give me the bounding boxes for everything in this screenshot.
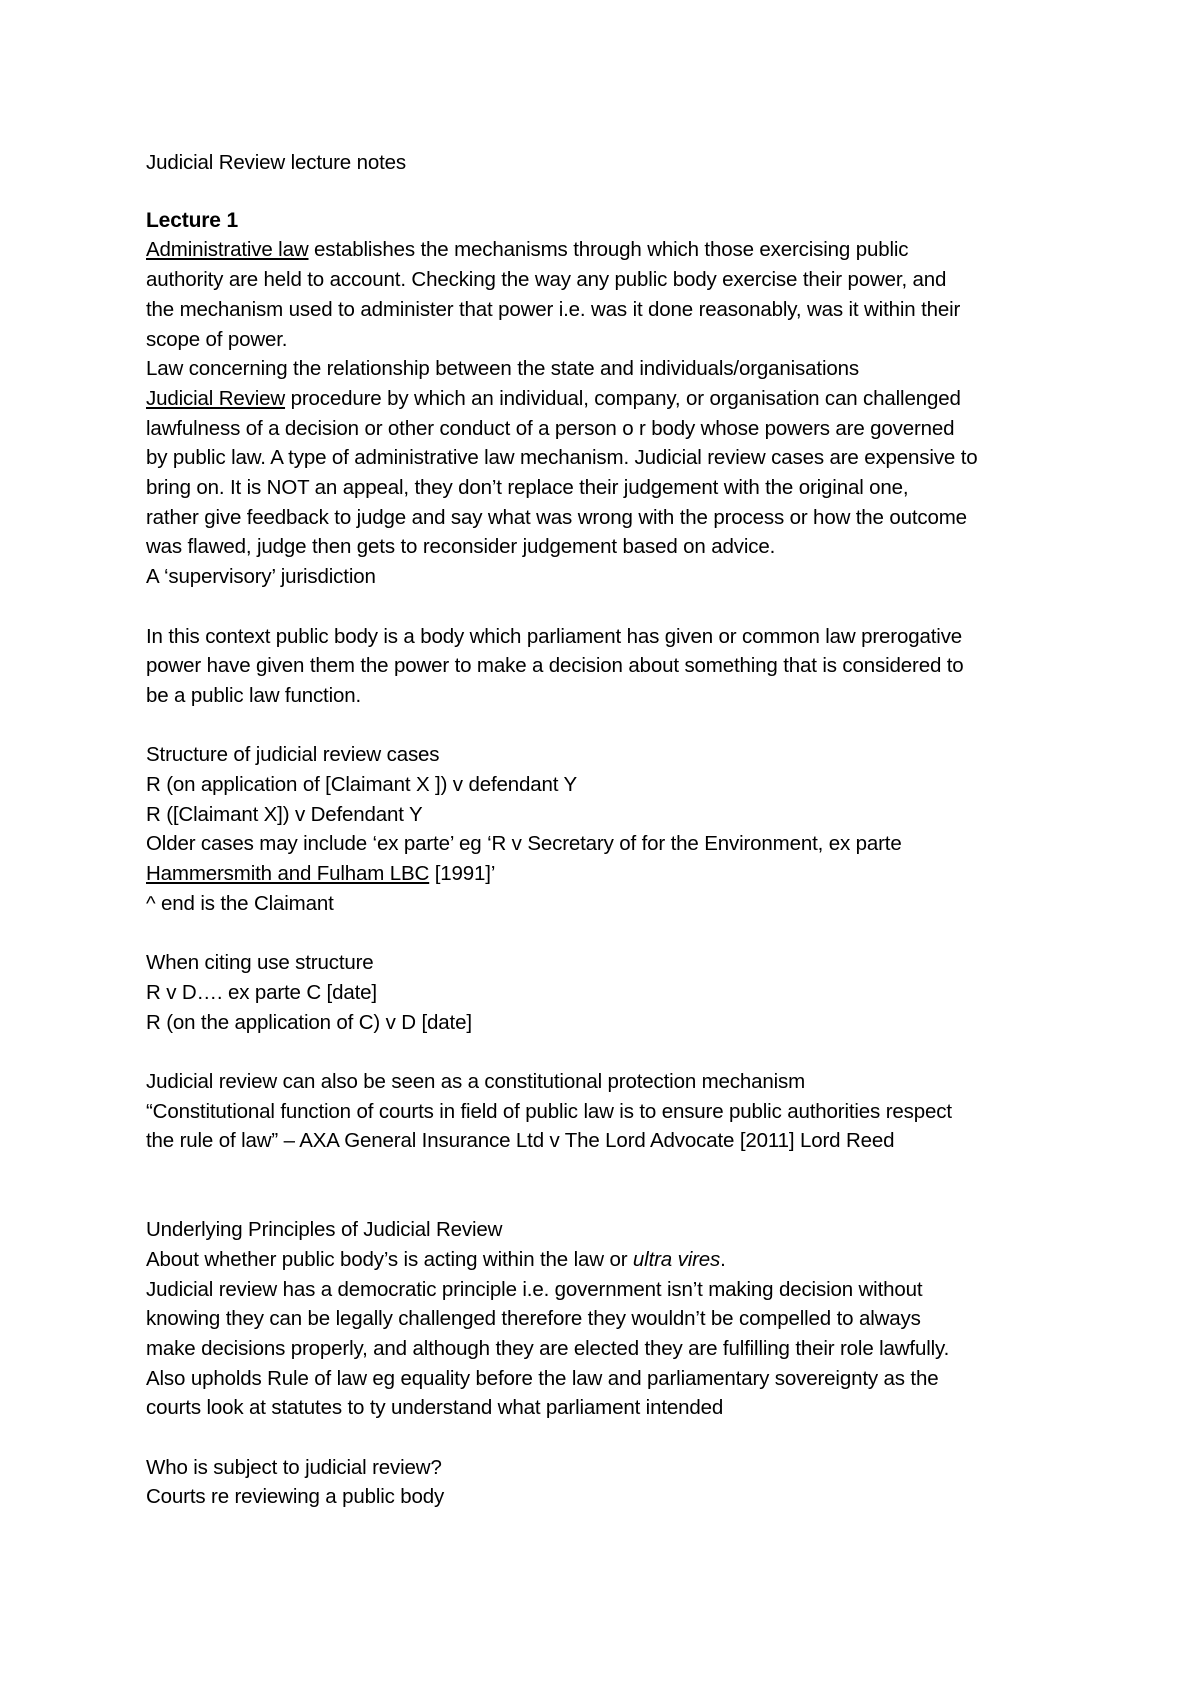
paragraph-judicial-review-definition: Judicial Review procedure by which an individual, company, or organisation can challenged lawfulness of a decision or other conduct of a person o r body whose powers are governed by public law. A type of administrative law mechanism. Judicial review cases are expensive to bring on. It is NOT an appeal, they don’t replace their judgement with the original one, rather give feedback to judge and say what was wrong with the process or how the outcome was flawed, judge then gets to reconsider judgement based on advice. bbox=[146, 386, 978, 559]
lecture-heading: Lecture 1 bbox=[146, 208, 239, 232]
term-administrative-law: Administrative law bbox=[146, 238, 309, 262]
paragraph-case-structure: Structure of judicial review cases R (on application of [Claimant X ]) v defendant Y R ([Claimant X]) v Defendant Y Older cases may include ‘ex parte’ eg ‘R v Secretary of for the Environment, ex parte Hammersmith and Fulham LBC [1991]’ ^ end is the Claimant bbox=[146, 743, 902, 915]
paragraph-administrative-law: Administrative law establishes the mechanisms through which those exercising public authority are held to account. Checking the way any public body exercise their power, and the mechanism used to administer that power i.e. was it done reasonably, was it within their scope of power. bbox=[146, 238, 961, 351]
paragraph-citing: When citing use structure R v D…. ex parte C [date] R (on the application of C) v D [date] bbox=[146, 951, 472, 1034]
document-body bbox=[146, 148, 1076, 1512]
paragraph-constitutional-protection: Judicial review can also be seen as a constitutional protection mechanism “Constitutional function of courts in field of public law is to ensure public authorities respect the rule of law” – AXA General Insurance Ltd v The Lord Advocate [2011] Lord Reed bbox=[146, 1070, 952, 1153]
paragraph-who-is-subject: Who is subject to judicial review? Courts re reviewing a public body bbox=[146, 1455, 445, 1509]
term-ultra-vires: ultra vires bbox=[632, 1247, 721, 1271]
document-title: Judicial Review lecture notes bbox=[146, 151, 406, 174]
paragraph-underlying-principles: Underlying Principles of Judicial Review About whether public body’s is acting within the law or ultra vires. Judicial review has a democratic principle i.e. government isn’t making decision without knowing they can be legally challenged therefore they wouldn’t be compelled to always make decisions properly, and although they are elected they are fulfilling their role lawfully. Also upholds Rule of law eg equality before the law and parliamentary sovereignty as the courts look at statutes to ty understand what parliament intended bbox=[146, 1218, 950, 1420]
paragraph-public-body: In this context public body is a body which parliament has given or common law prerogative power have given them the power to make a decision about something that is considered to be a public law function. bbox=[146, 624, 964, 707]
term-judicial-review: Judicial Review bbox=[146, 386, 286, 410]
paragraph-supervisory: A ‘supervisory’ jurisdiction bbox=[146, 565, 376, 589]
paragraph-law-concerning: Law concerning the relationship between the state and individuals/organisations bbox=[146, 357, 859, 381]
case-name-hammersmith: Hammersmith and Fulham LBC bbox=[146, 862, 430, 886]
